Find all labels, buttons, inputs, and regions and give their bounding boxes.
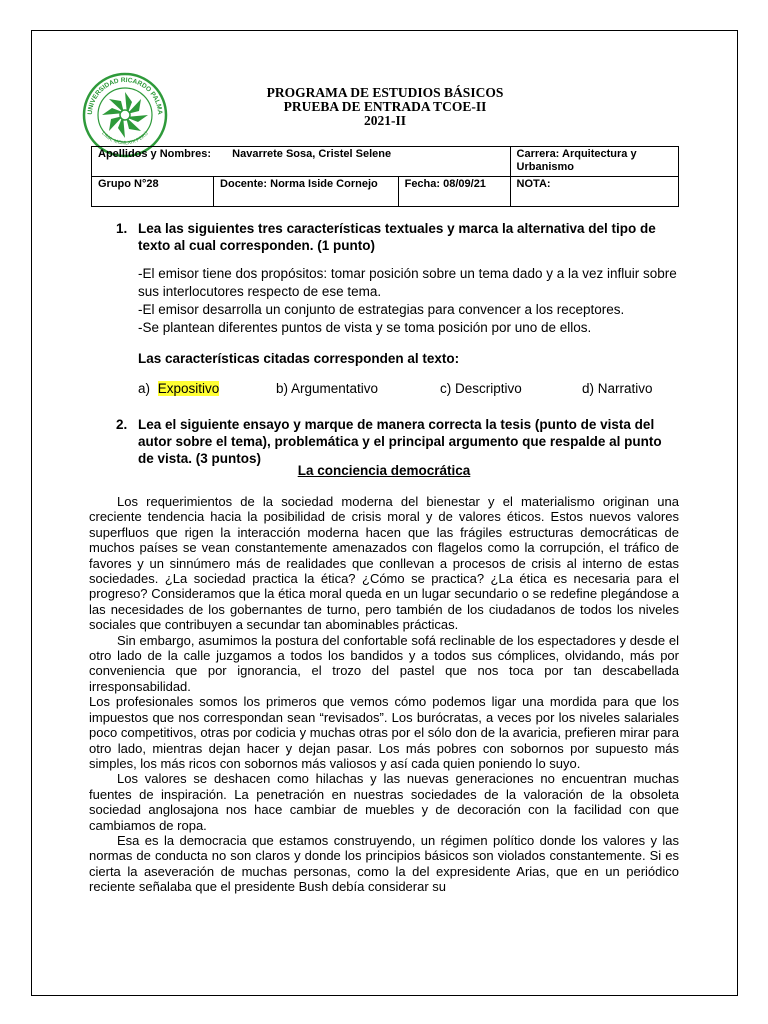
question-1-number: 1. xyxy=(116,221,128,236)
option-b[interactable]: b) Argumentativo xyxy=(276,381,379,396)
question-2-prompt xyxy=(116,416,678,467)
essay-title: La conciencia democrática xyxy=(297,463,471,478)
essay-paragraph-4: Los valores se deshacen como hilachas y las nuevas generaciones no encuentran muchas fuentes de inspiración. La penetración en nuestras sociedades de la valoración de la obsoleta sociedad anglosajona nos hace cambiar de muebles y de decoración con la facilidad con que cambiamos de ropa. xyxy=(89,771,679,833)
document-header xyxy=(200,86,570,128)
group-cell: Grupo N°28 xyxy=(92,177,214,207)
logo-ring-top-text: UNIVERSIDAD RICARDO PALMA xyxy=(86,76,164,115)
career-cell: Carrera: Arquitectura y Urbanismo xyxy=(510,147,678,177)
essay-paragraph-3: Los profesionales somos los primeros que vemos cómo podemos ligar una mordida para que los impuestos que nos correspondan sean “revisados”. Los burócratas, a veces por los niveles salariales poco competitivos, otras por codicia y muchas otras por el sólo don de la avaricia, prefieren mirar para otro lado, mientras dejan hacer y dejan pasar. Los más pobres con sobornos por supuesto más simples, los más ricos con sobornos más valiosos y así cada quien poniendo lo suyo. xyxy=(89,694,679,771)
table-row xyxy=(92,177,679,207)
essay-paragraph-1: Los requerimientos de la sociedad moderna del bienestar y el materialismo originan una creciente tendencia hacia la posibilidad de crisis moral y de valores éticos. Estos nuevos valores superfluos que rigen la interacción moderna hacen que las frágiles estructuras democráticas de muchos países se vean constantemente amenazados con flagelos como la corrupción, el tráfico de favores y un sinnúmero más de realidades que conllevan a procesos de crisis al interno de estas sociedades. ¿La sociedad practica la ética? ¿Cómo se practica? ¿La ética es necesaria para el progreso? Consideramos que la ética moral queda en un lugar secundario o se redefine plegándose a las necesidades de los gobernantes de turno, pero también de los ciudadanos de todos los niveles sociales que contribuyen a secundar tan abominables prácticas. xyxy=(89,494,679,633)
date-cell: Fecha: 08/09/21 xyxy=(398,177,510,207)
trait-2: -El emisor desarrolla un conjunto de estrategias para convencer a los receptores. xyxy=(138,302,625,317)
essay-body xyxy=(89,494,679,895)
name-value: Navarrete Sosa, Cristel Selene xyxy=(232,148,392,160)
question-2-number: 2. xyxy=(116,417,128,432)
grade-cell: NOTA: xyxy=(510,177,678,207)
question-1-prompt xyxy=(116,220,678,254)
question-1-options xyxy=(138,381,698,399)
option-a-prefix: a) xyxy=(138,381,151,396)
name-label: Apellidos y Nombres: xyxy=(98,148,212,160)
student-info-table xyxy=(91,146,679,207)
logo-ring-bottom-text: LIMA, MCMLXIX PERÚ xyxy=(100,130,150,147)
table-row xyxy=(92,147,679,177)
teacher-cell: Docente: Norma Iside Cornejo xyxy=(214,177,399,207)
exam-title: PRUEBA DE ENTRADA TCOE-II xyxy=(283,99,487,114)
question-1-subquestion: Las características citadas corresponden al texto: xyxy=(138,351,460,366)
option-d[interactable]: d) Narrativo xyxy=(582,381,653,396)
question-1-traits xyxy=(138,265,678,337)
svg-text:LIMA, MCMLXIX PERÚ xyxy=(100,130,150,147)
essay-paragraph-5: Esa es la democracia que estamos construyendo, un régimen político donde los valores y las normas de conducta no son claros y donde los principios básicos son violados constantemente. Si es cierta la aseveración de muchas personas, como la del expresidente Arias, que en un periódico reciente señalaba que el presidente Bush debía considerar su xyxy=(89,832,679,895)
question-1-text: Lea las siguientes tres características textuales y marca la alternativa del tipo de texto al cual corresponden. (1 punto) xyxy=(138,221,656,253)
trait-3: -Se plantean diferentes puntos de vista y se toma posición por uno de ellos. xyxy=(138,320,592,335)
question-2-text: Lea el siguiente ensayo y marque de manera correcta la tesis (punto de vista del autor sobre el tema), problemática y el principal argumento que respalde al punto de vista. (3 puntos) xyxy=(138,417,662,466)
name-cell xyxy=(92,147,511,177)
term-label: 2021-II xyxy=(363,113,406,128)
essay-paragraph-2: Sin embargo, asumimos la postura del confortable sofá reclinable de los espectadores y desde el otro lado de la calle juzgamos a todos los bandidos y a todos sus cómplices, olvidando, más por conveniencia que por ignorancia, el trozo del pastel que nos toca por tan descabellada irresponsabilidad. xyxy=(89,632,679,694)
option-a-highlighted-answer: Expositivo xyxy=(157,381,220,396)
program-title: PROGRAMA DE ESTUDIOS BÁSICOS xyxy=(266,85,504,100)
option-a[interactable] xyxy=(138,381,219,396)
trait-1: -El emisor tiene dos propósitos: tomar posición sobre un tema dado y a la vez influir sobre sus interlocutores respecto de ese tema. xyxy=(138,266,677,299)
option-c[interactable]: c) Descriptivo xyxy=(440,381,522,396)
